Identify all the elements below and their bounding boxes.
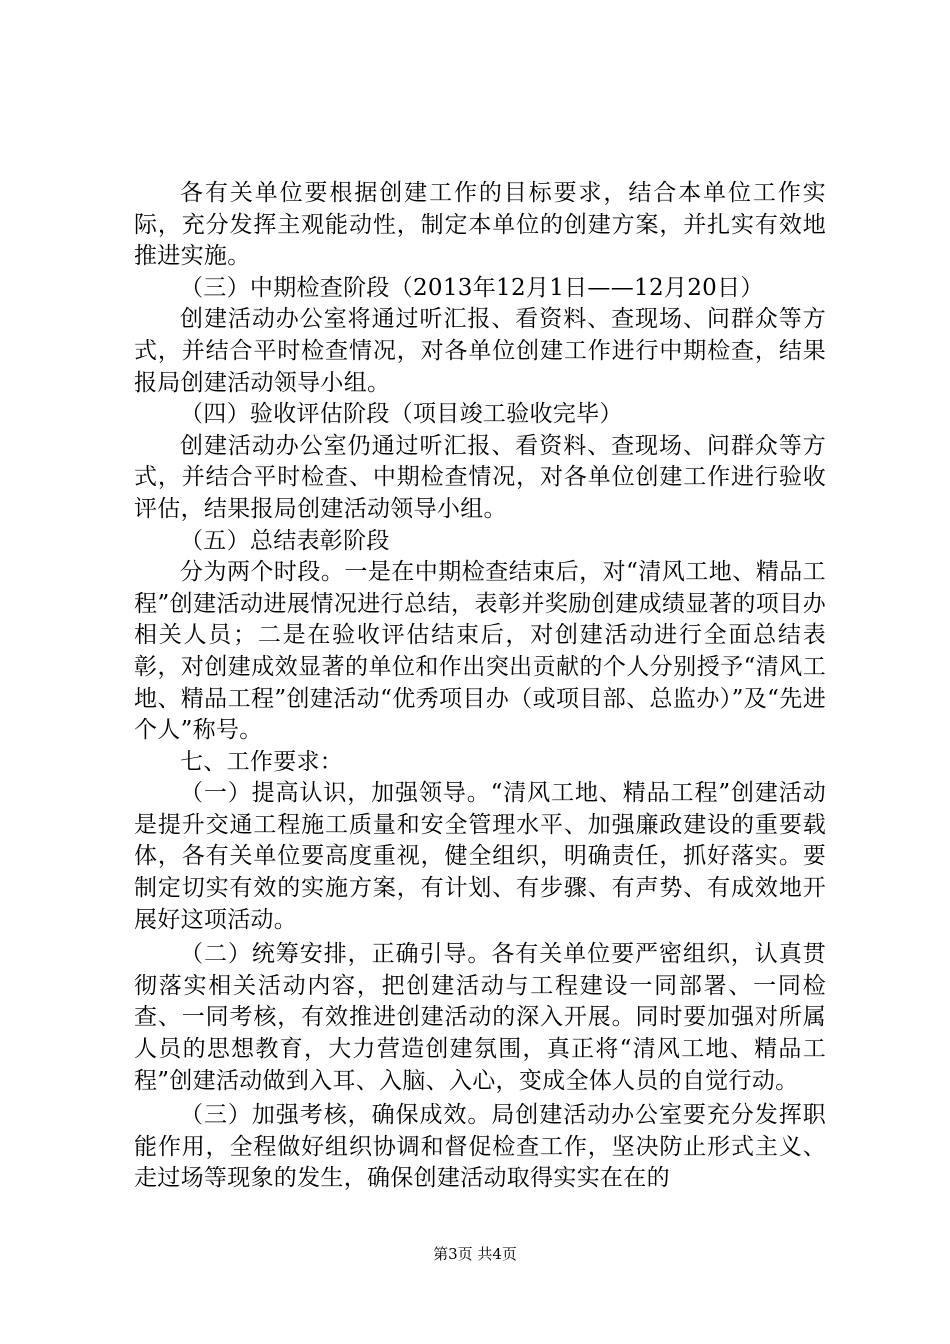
paragraph-requirement-1: （一）提高认识，加强领导。“清风工地、精品工程”创建活动是提升交通工程施工质量和安全管理水平、加强廉政建设的重要载体，各有关单位要高度重视，健全组织，明确责任，抓好落实。要制定切实有效的实施方案，有计划、有步骤、有声势、有成效地开展好这项活动。 [134,780,826,933]
page-number: 第3页 共4页 [433,1245,517,1263]
paragraph-midterm: 创建活动办公室将通过听汇报、看资料、查现场、问群众等方式，并结合平时检查情况，对各单位创建工作进行中期检查，结果报局创建活动领导小组。 [134,306,826,396]
heading-midterm-stage: （三）中期检查阶段（2013年12月1日——12月20日） [180,274,764,301]
heading-summary-stage: （五）总结表彰阶段 [180,527,390,554]
paragraph-summary: 分为两个时段。一是在中期检查结束后，对“清风工地、精品工程”创建活动进展情况进行总结，表彰并奖励创建成绩显著的项目办相关人员；二是在验收评估结束后，对创建活动进行全面总结表彰，对创建成效显著的单位和作出突出贡献的个人分别授予“清风工地、精品工程”创建活动“优秀项目办（或项目部、总监办）”及“先进个人”称号。 [134,559,826,744]
heading-work-requirements: 七、工作要求： [180,748,344,775]
document-body [134,178,826,1195]
paragraph-requirement-2: （二）统筹安排，正确引导。各有关单位要严密组织，认真贯彻落实相关活动内容，把创建活动与工程建设一同部署、一同检查、一同考核，有效推进创建活动的深入开展。同时要加强对所属人员的思想教育，大力营造创建氛围，真正将“清风工地、精品工程”创建活动做到入耳、入脑、入心，变成全体人员的自觉行动。 [134,941,826,1094]
paragraph-requirement-3: （三）加强考核，确保成效。局创建活动办公室要充分发挥职能作用，全程做好组织协调和督促检查工作，坚决防止形式主义、走过场等现象的发生，确保创建活动取得实实在在的 [134,1102,826,1192]
paragraph-implementation: 各有关单位要根据创建工作的目标要求，结合本单位工作实际，充分发挥主观能动性，制定本单位的创建方案，并扎实有效地推进实施。 [134,180,826,270]
heading-acceptance-stage: （四）验收评估阶段（项目竣工验收完毕） [180,401,623,428]
paragraph-acceptance: 创建活动办公室仍通过听汇报、看资料、查现场、问群众等方式，并结合平时检查、中期检查情况，对各单位创建工作进行验收评估，结果报局创建活动领导小组。 [134,432,826,522]
